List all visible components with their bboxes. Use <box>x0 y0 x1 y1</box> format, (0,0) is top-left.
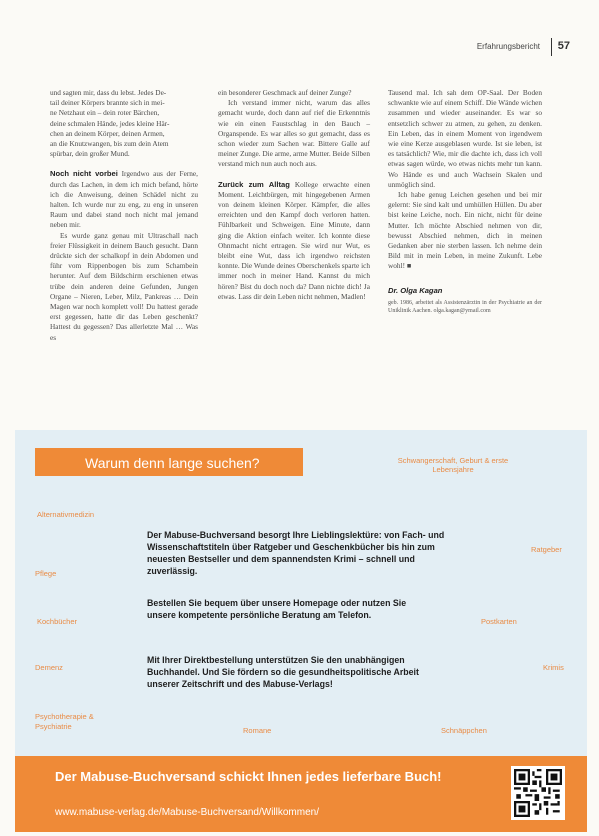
col1-line: chen an deinem Körper, deinen Armen, <box>50 128 165 138</box>
col1-paragraph-text: Irgendwo aus der Ferne, durch das Lachen, in dem ich mich befand, hörte ich die Anweisung, deinen Schädel nicht zu halten. Ich wurde nur zu eng, zu eng in unseren Raum und dabei stand noch nicht mal jemand neben mir. <box>50 169 198 230</box>
col1-paragraph <box>50 169 198 230</box>
mabuse-advertisement <box>15 430 587 832</box>
genre-psychotherapie: Psychotherapie & Psychiatrie <box>35 712 94 731</box>
section-label: Erfahrungsbericht <box>476 42 540 51</box>
ad-url-link[interactable]: www.mabuse-verlag.de/Mabuse-Buchversand/Willkommen/ <box>55 807 319 818</box>
ad-paragraph-2: Bestellen Sie bequem über unsere Homepage oder nutzen Sie unsere kompetente persönliche Beratung am Telefon. <box>147 598 407 620</box>
col1-line: an die Knutzwangen, bis zum dein Atem <box>50 139 169 149</box>
ad-bottom-title: Der Mabuse-Buchversand schickt Ihnen jedes lieferbare Buch! <box>55 769 442 784</box>
subheading-zurueck-zum-alltag: Zurück zum Alltag <box>218 179 290 189</box>
genre-demenz: Demenz <box>35 663 63 672</box>
ad-title-bar <box>35 448 303 476</box>
genre-romane: Romane <box>243 726 272 735</box>
col1-line: deine schmalen Hände, jedes kleine Här- <box>50 118 170 128</box>
author-bio: geb. 1986, arbeitet als Assistenzärztin in der Psychiatrie an der Uniklinik Aachen. olga.kagan@ymail.com <box>388 299 542 314</box>
col2-paragraph-text: Kollege erwachte einen Moment. Leichtbürgen, mit hingegebenen Armen von deinem kleinen Körper. Kämpfer, die alles erreichten und den Kampf doch verloren hatten. Fühlbarkeit und Schweigen. Eine Minute, dann ging die Aktion einfach weiter. Ich konnte diese Ohnmacht nicht ertragen. Sie wird nur Wut, es bleibt eine Wut, dass ich irgendwo reichsten konnte. Die Wunde deines Oberschenkels sparte ich immer noch in meiner Hand. Kannst du mich hören? Bist du doch noch da? Dann nichte dich! Ja etwas. Lass dir dein Leben nicht nehmen, Madlen! <box>218 179 371 301</box>
col1-line: ne Netzhaut ein – dein roter Bärchen, <box>50 108 160 118</box>
col2-paragraph <box>218 180 370 302</box>
col2-paragraph: Ich verstand immer nicht, warum das alles gemacht wurde, doch dann auf rief die Erkenntnis wie ein einen Faustschlag in den Bauch – Organspende. Es war alles so gut gemacht, dass es schon wieder zum Sachen war. Bittere Galle auf meiner Zunge. Die arme, arme Mutter. Beide Silben verstand mich nun auch noch aus. <box>218 98 370 169</box>
col1-line: spürbar, dein großer Mund. <box>50 149 130 159</box>
ad-title: Warum denn lange suchen? <box>85 455 260 471</box>
page-number: 57 <box>557 40 570 52</box>
article-column-2 <box>218 88 370 302</box>
genre-schnaeppchen: Schnäppchen <box>441 726 487 735</box>
genre-schwangerschaft: Schwangerschaft, Geburt & erste Lebensjahre <box>397 456 509 474</box>
col1-line: und sagten mir, dass du lebst. Jedes De- <box>50 88 167 97</box>
genre-ratgeber: Ratgeber <box>531 545 562 554</box>
article-column-3 <box>388 88 542 315</box>
ad-paragraph-1: Der Mabuse-Buchversand besorgt Ihre Lieblingslektüre: von Fach- und Wissenschaftstiteln über Ratgeber und Geschenkbücher bis hin zum neuesten Bestseller und dem spannendsten Krimi – schnell und zuverlässig. <box>147 530 445 576</box>
genre-pflege: Pflege <box>35 569 57 578</box>
col1-paragraph: Es wurde ganz genau mit Ultraschall nach freier Flüssigkeit in deinem Bauch gesucht. Dann drückte sich der schalkopf in dein Abdomen und führ vom Rippenbogen bis zum Schambein herunter. Auf dem Bildschirm erschienen etwas trübe dein anderen deine Gefunden, Jungen Organe – Nieren, Leber, Milz, Pankreas … Dein Magen war noch komplett voll! Du hattest gerade erst gegessen, hatte dir das Leben geschenkt? Hattest du gegessen? Das allerletzte Mal … Was es <box>50 230 198 342</box>
genre-alternativmedizin: Alternativmedizin <box>37 510 95 519</box>
header-divider <box>551 38 552 56</box>
ad-bottom-bar <box>15 756 587 832</box>
col2-paragraph: ein besonderer Geschmack auf deiner Zunge? <box>218 88 352 97</box>
genre-krimis: Krimis <box>543 663 564 672</box>
ad-paragraph-3: Mit Ihrer Direktbestellung unterstützen Sie den unabhängigen Buchhandel. Und Sie fördern so die gesundheitspolitische Arbeit unserer Zeitschrift und des Mabuse-Verlags! <box>147 655 419 689</box>
qr-code-icon[interactable] <box>511 766 565 820</box>
col1-line: tail deiner Körpers brannte sich in mei- <box>50 98 165 108</box>
genre-kochbuecher: Kochbücher <box>37 617 78 626</box>
genre-postkarten: Postkarten <box>481 617 517 626</box>
author-name: Dr. Olga Kagan <box>388 285 443 295</box>
col3-paragraph: Tausend mal. Ich sah dem OP-Saal. Der Boden schwankte wie auf einem Schiff. Die Wände wichen zusammen und wieder auseinander. Es war so entsetzlich schwer zu atmen, zu gehen, zu denken. Ein Leben, das in einem Moment von irgendwem wie eine Kerze ausgeblasen wurde. Ist sie leben, ist es tatsächlich? Wie, mir die dachte ich, dass ich voll etwas sagen würde, wo etwas nichts mehr tun kann. Wo Hände es und auch Wachsein Skalen und unmöglich sind. <box>388 88 542 189</box>
qr-code-graphic <box>514 769 562 817</box>
subheading-noch-nicht-vorbei: Noch nicht vorbei <box>50 169 118 179</box>
page-header <box>440 38 580 58</box>
col3-paragraph: Ich habe genug Leichen gesehen und bei mir gelernt: Sie sind kalt und umhüllen Hüllen. Du aber bist keine Leiche, noch. Ein nicht, nicht für deine Mutter. Ich möchte Abschied nehmen von dir, bewusst Abschied nehmen, dich in meinen Gedanken aber nie sterben lassen. Ich nehme dein Bild mit in mein Leben, in meine Zukunft. Lebe wohl! ■ <box>388 190 542 271</box>
article-column-1 <box>50 88 198 343</box>
